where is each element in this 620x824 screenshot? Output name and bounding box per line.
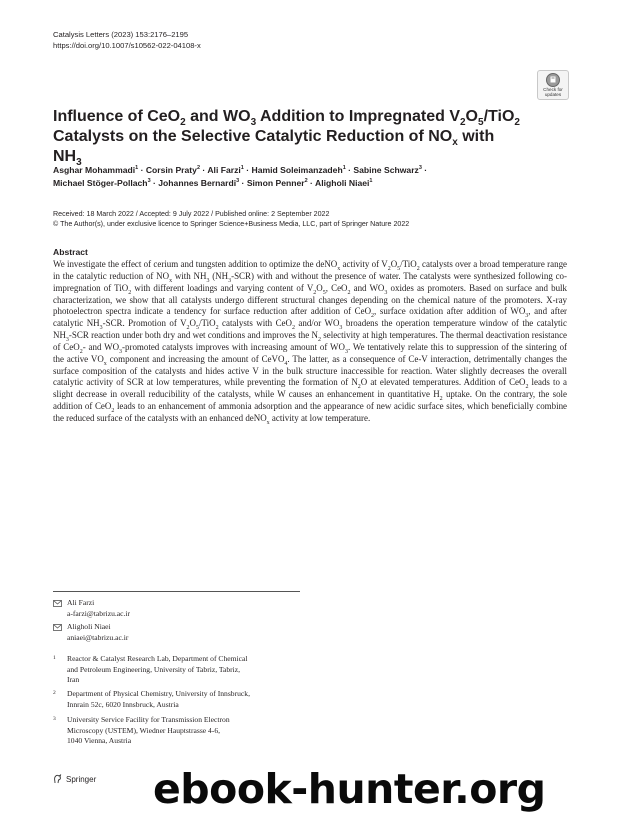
author[interactable]: Johannes Bernardi$^3$: [158, 178, 240, 188]
doi-link[interactable]: https://doi.org/10.1007/s10562-022-04108-x: [53, 40, 201, 50]
abstract-heading: Abstract: [53, 247, 88, 257]
copyright-line: © The Author(s), under exclusive licence to Springer Science+Business Media, LLC, part of Springer Nature 2022: [53, 220, 410, 228]
affiliation-number: 2: [53, 690, 56, 696]
author[interactable]: Michael Stöger‑Pollach$^3$: [53, 178, 151, 188]
envelope-icon: [53, 624, 62, 631]
check-for-updates-badge[interactable]: [537, 70, 569, 100]
publication-dates: [53, 209, 409, 229]
author[interactable]: Asghar Mohammadi$^1$: [53, 165, 139, 175]
affiliation-number: 3: [53, 716, 56, 722]
correspondent-email[interactable]: a-farzi@tabrizu.ac.ir: [67, 608, 131, 618]
correspondent-name: Ali Farzi: [67, 598, 95, 607]
badge-label-2: updates: [544, 92, 562, 97]
publisher-name: Springer: [66, 774, 97, 784]
correspondent-name: Aligholi Niaei: [67, 622, 111, 631]
watermark-text: ebook-hunter.org: [153, 765, 546, 813]
abstract-body: We investigate the effect of cerium and tungsten addition to optimize the deNO$_x$ activity of $V_2O_5/TiO_2$ catalysts over a broad temperature range in the catalytic reduction of $NO_x$ with $NH_3$ $(NH_3-SCR)$ with and without the presence of water. The catalysts were synthesized following co-impregnation of TiO$_2$ with different loadings and varying content of $V_2O_5$, CeO$_2$ and $WO_3$ oxides as promoters. Based on surface and bulk characterization, we show that all catalysts undergo different structural changes depending on the chemical nature of the promoters. X-ray photoelectron spectra indicate a tendency for surface reduction after addition of CeO$_2$, surface oxidation after addition of $WO_3$, and after catalytic $NH_3$-SCR. Promotion of $V_2O_5/TiO_2$ catalysts with CeO$_2$ and/or $WO_3$ broadens the operation temperature window of the catalytic $NH_3$-SCR reaction under both dry and wet conditions and improves the $N_2$ selectivity at high temperatures. The thermal deactivation resistance of CeO$_2$- and $WO_3$-promoted catalysts improves with increasing amount of $WO_3$. We tentatively relate this to suppression of the sintering of the active $VO_x$ component and increasing the amount of CeVO$_4$. The latter, as a consequence of Ce-V interaction, detrimentally changes the surface composition of the catalysts and hides active V in the bulk structure inaccessible for reaction. Water slightly decreases the overall catalytic activity of SCR at low temperatures, while preventing the formation of $N_2O$ at elevated temperatures. Addition of CeO$_2$ leads to a slight decrease in overall reducibility of the catalysts, while W causes an enhancement in quantitative $H_2$ uptake. On the contrary, the sole addition of CeO$_2$ leads to an enhancement of ammonia adsorption and the appearance of new acidic surface sites, which beneficially combine the reduced surface of the catalysts with an enhanced deNO$_x$ activity at low temperature.: [53, 259, 568, 426]
envelope-icon: [53, 600, 62, 607]
footnote-divider: [53, 591, 300, 592]
author[interactable]: Ali Farzi$^1$: [207, 165, 244, 175]
crossmark-icon: [546, 73, 560, 87]
correspondent-email[interactable]: aniaei@tabrizu.ac.ir: [67, 632, 129, 642]
paper-title: Influence of CeO$_2$ and $WO_3$ Addition to Impregnated $V_2O_5/TiO_2$ Catalysts on the Selective Catalytic Reduction of $NO_x$ with $NH_3$: [53, 108, 520, 169]
author-list: Asghar Mohammadi$^1$ · Corsin Praty$^2$ · Ali Farzi$^1$ · Hamid Soleimanzadeh$^1$ · Sabine Schwarz$^3$ · Michael Stöger‑Pollach$^3$ · Johannes Bernardi$^3$ · Simon Penner$^2$ · Aligholi Niaei$^1$: [53, 165, 428, 188]
publisher-footer: [53, 774, 96, 784]
author[interactable]: Hamid Soleimanzadeh$^1$: [251, 165, 346, 175]
affiliation-number: 1: [53, 655, 56, 661]
badge-label-1: Check for: [543, 87, 563, 92]
author[interactable]: Aligholi Niaei$^1$: [314, 178, 373, 188]
journal-header: [53, 30, 201, 51]
journal-citation: Catalysis Letters (2023) 153:2176–2195: [53, 30, 189, 39]
springer-horse-icon: [53, 774, 62, 784]
author[interactable]: Simon Penner$^2$: [246, 178, 308, 188]
author[interactable]: Sabine Schwarz$^3$: [353, 165, 422, 175]
author[interactable]: Corsin Praty$^2$: [145, 165, 201, 175]
received-line: Received: 18 March 2022 / Accepted: 9 July 2022 / Published online: 2 September 2022: [53, 210, 330, 218]
